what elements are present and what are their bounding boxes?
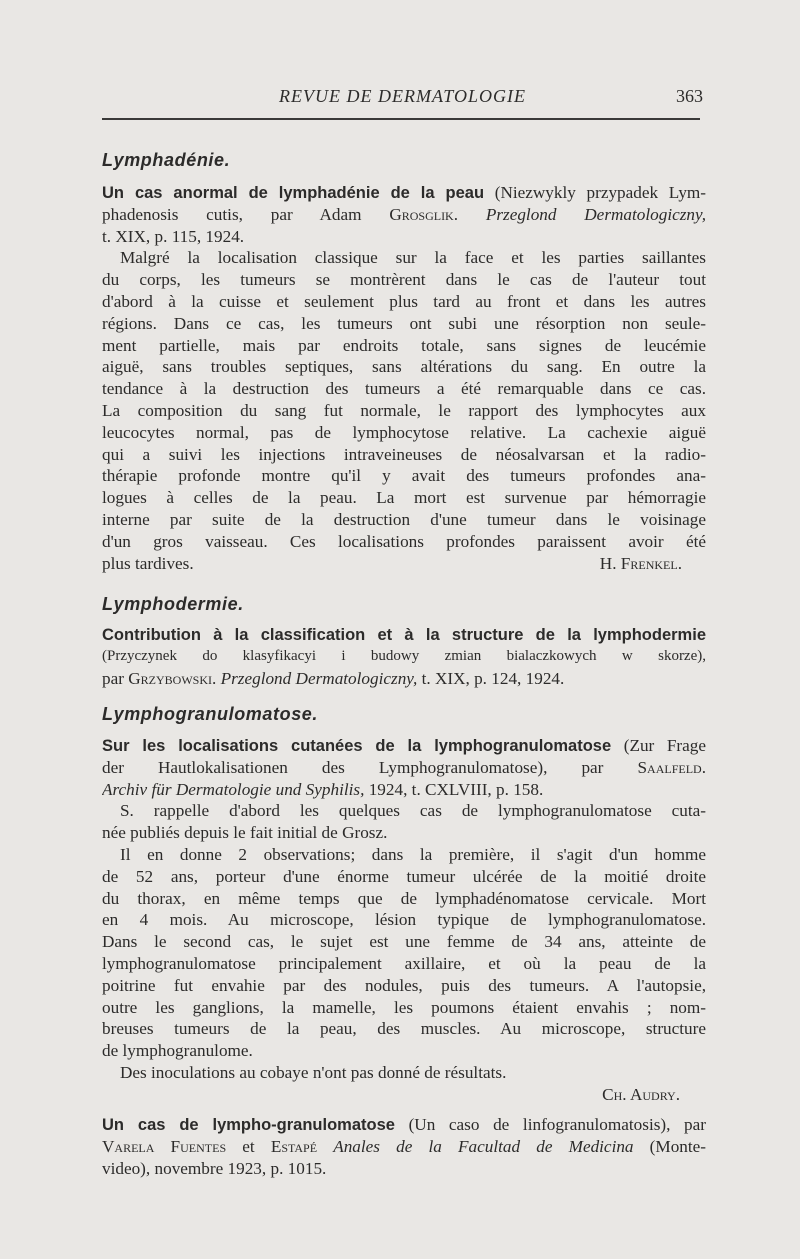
author-name: Grosglik bbox=[389, 204, 454, 224]
body-line: Malgré la localisation classique sur la face et les parties saillantes bbox=[120, 248, 706, 268]
citation-text: et bbox=[226, 1136, 271, 1156]
body-line: S. rappelle d'abord les quelques cas de lymphogranulomatose cuta- bbox=[120, 801, 706, 821]
body-line: poitrine fut envahie par des nodules, puis des tumeurs. A l'autopsie, bbox=[102, 975, 706, 995]
body-line: ment partielle, mais par endroits totale, sans signes de leucémie bbox=[102, 335, 706, 355]
author-name: Varela Fuentes bbox=[102, 1136, 227, 1156]
body-text: plus tardives. bbox=[102, 553, 194, 573]
body-line: La composition du sang fut normale, le rapport des lymphocytes aux bbox=[102, 400, 706, 420]
journal-name: Anales de la Facultad de Medicina bbox=[333, 1136, 634, 1156]
section-heading-lymphogranulomatose: Lymphogranulomatose. bbox=[102, 704, 319, 724]
author-name: Grzybowski bbox=[128, 668, 212, 688]
article-localisations-cutanees bbox=[102, 735, 706, 1106]
citation-text: phadenosis cutis bbox=[102, 204, 239, 224]
article-title: Sur les localisations cutanées de la lymphogranulomatose bbox=[102, 737, 612, 755]
body-line bbox=[102, 553, 706, 575]
citation-text bbox=[317, 1137, 333, 1156]
citation-text: , par Adam bbox=[238, 204, 390, 224]
journal-title: REVUE DE DERMATOLOGIE bbox=[279, 86, 526, 106]
body-line: Il en donne 2 observations; dans la première, il s'agit d'un homme bbox=[120, 844, 706, 864]
article-original-title: der Hautlokalisationen des Lymphogranulomatose), par bbox=[102, 757, 638, 777]
body-line: qui a suivi les injections intraveineuses de néosalvarsan et la radio- bbox=[102, 444, 706, 464]
body-line: en 4 mois. Au microscope, lésion typique de lymphogranulomatose. bbox=[102, 910, 706, 930]
body-line: breuses tumeurs de la peau, des muscles. Au microscope, structure bbox=[102, 1019, 706, 1039]
body-line: d'abord à la cuisse et seulement plus tard au front et dans les autres bbox=[102, 291, 706, 311]
section-heading-lymphadenie: Lymphadénie. bbox=[102, 150, 231, 170]
article-original-title: (Niezwykly przypadek Lym- bbox=[484, 183, 706, 202]
article-lympho-granulomatose bbox=[102, 1114, 706, 1179]
body-line: leucocytes normal, pas de lymphocytose relative. La cachexie aiguë bbox=[102, 422, 706, 442]
citation-text: video), novembre 1923, p. 1015. bbox=[102, 1158, 327, 1178]
page-number: 363 bbox=[676, 86, 703, 106]
body-line: interne par suite de la destruction d'une tumeur dans le voisinage bbox=[102, 509, 706, 529]
article-original-title: (Zur Frage bbox=[611, 736, 706, 755]
body-line: née publiés depuis le fait initial de Grosz. bbox=[102, 823, 388, 843]
citation-text: 1924, t. CXLVIII, p. 158. bbox=[364, 779, 544, 799]
reviewer-signature: Ch. Audry. bbox=[602, 1084, 680, 1104]
article-original-title: (Przyczynek do klasyfikacyi i budowy zmian bialaczkowych w skorze), bbox=[102, 647, 706, 664]
citation-text: t. XIX, p. 115, 1924. bbox=[102, 226, 245, 246]
article-title: Contribution à la classification et à la structure de la lymphodermie bbox=[102, 626, 706, 644]
article-lymphadenie bbox=[102, 182, 706, 574]
body-line: Des inoculations au cobaye n'ont pas donné de résultats. bbox=[120, 1062, 507, 1082]
citation-text: . bbox=[453, 204, 486, 224]
body-line: logues à celles de la peau. La mort est survenue par hémorragie bbox=[102, 488, 706, 508]
running-header bbox=[100, 84, 705, 110]
citation-text: t. XIX, p. 124, 1924. bbox=[417, 668, 565, 688]
journal-name: Archiv für Dermatologie und Syphilis, bbox=[102, 779, 365, 799]
body-line: régions. Dans ce cas, les tumeurs ont subi une résorption non seule- bbox=[102, 313, 706, 333]
body-line: aiguë, sans troubles septiques, sans altérations du sang. En outre la bbox=[102, 357, 706, 377]
author-name: Saalfeld. bbox=[637, 757, 706, 777]
body-line: lymphogranulomatose principalement axillaire, et où la peau de la bbox=[102, 953, 706, 973]
body-line: thérapie profonde montre qu'il y avait des tumeurs profondes ana- bbox=[102, 466, 706, 486]
body-line: Dans le second cas, le sujet est une femme de 34 ans, atteinte de bbox=[102, 932, 706, 952]
article-title: Un cas de lympho-granulomatose bbox=[102, 1116, 395, 1134]
body-line: du corps, les tumeurs se montrèrent dans le cas de l'auteur tout bbox=[102, 270, 706, 290]
body-line: de 52 ans, porteur d'une énorme tumeur ulcérée de la moitié droite bbox=[102, 866, 706, 886]
author-name: Estapé bbox=[270, 1136, 318, 1156]
body-line: de lymphogranulome. bbox=[102, 1041, 253, 1061]
article-lymphodermie bbox=[102, 624, 706, 689]
journal-name: Przeglond Dermatologiczny, bbox=[220, 668, 418, 688]
reviewer-signature: H. Frenkel. bbox=[599, 553, 682, 573]
header-rule bbox=[102, 118, 700, 120]
journal-name: Przeglond Dermatologiczny, bbox=[485, 204, 706, 224]
citation-text: (Monte- bbox=[633, 1136, 706, 1156]
body-line: du thorax, en même temps que de lymphadénomatose cervicale. Mort bbox=[102, 888, 706, 908]
article-original-title: (Un caso de linfogranulomatosis), par bbox=[394, 1115, 706, 1134]
body-line: d'un gros vaisseau. Ces localisations profondes paraissent avoir été bbox=[102, 531, 706, 551]
body-line: tendance à la destruction des tumeurs a été remarquable dans ce cas. bbox=[102, 379, 706, 399]
section-heading-lymphodermie: Lymphodermie. bbox=[102, 594, 244, 614]
citation-text: par bbox=[102, 668, 129, 688]
citation-text: . bbox=[212, 668, 221, 688]
article-title: Un cas anormal de lymphadénie de la peau bbox=[102, 184, 485, 202]
body-line: outre les ganglions, la mamelle, les poumons étaient envahis ; nom- bbox=[102, 997, 706, 1017]
